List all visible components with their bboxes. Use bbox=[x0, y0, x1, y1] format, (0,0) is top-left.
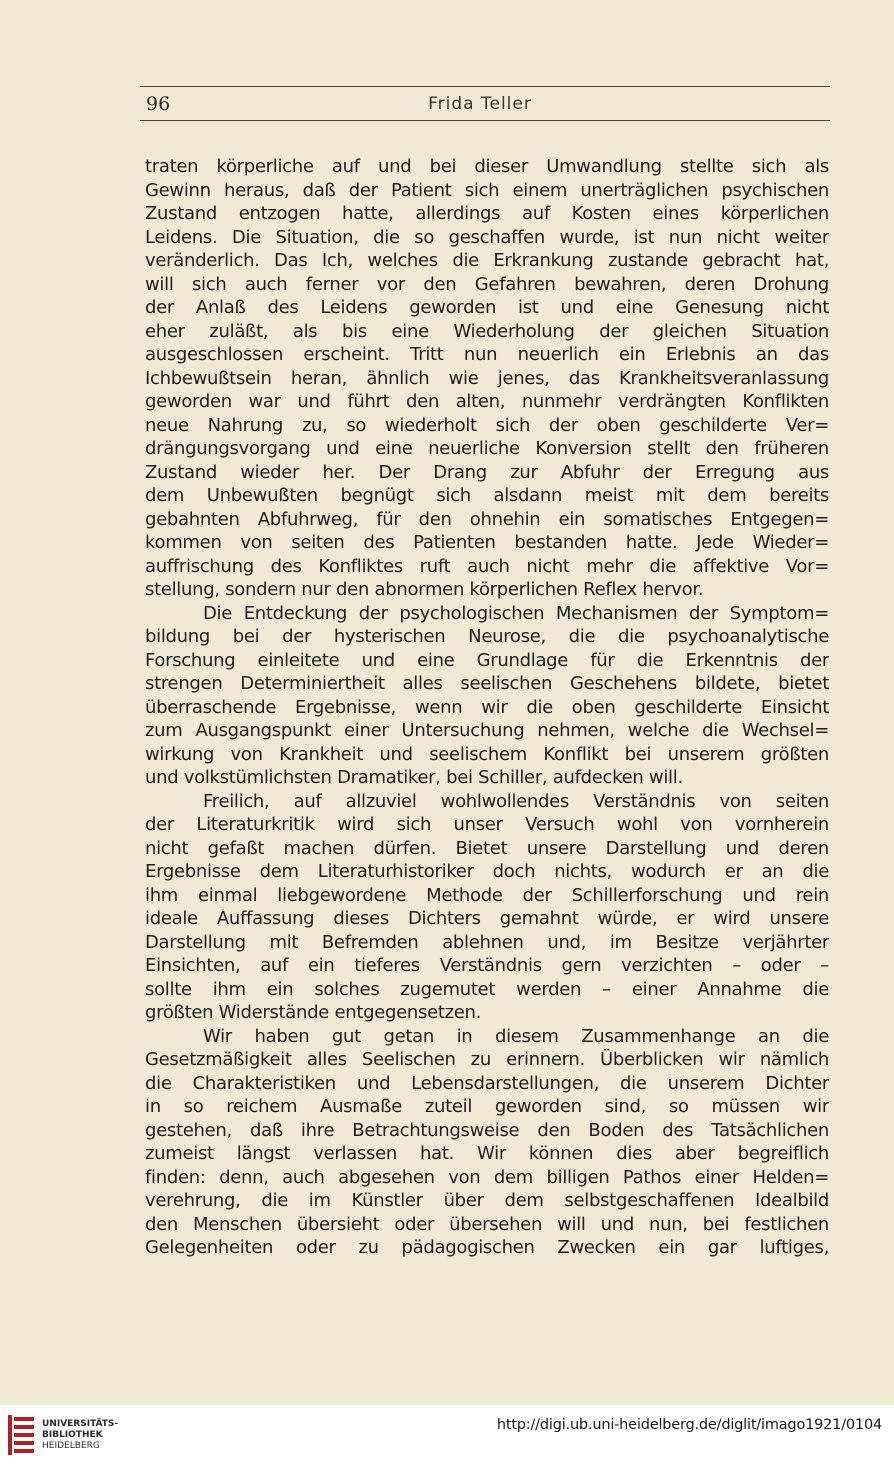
text-line: zumeist längst verlassen hat. Wir können dies aber begreiflich bbox=[145, 1143, 829, 1164]
text-line: und volkstümlichsten Dramatiker, bei Schiller, aufdecken will. bbox=[145, 767, 683, 788]
text-line: dem Unbewußten begnügt sich alsdann meist mit dem bereits bbox=[145, 485, 829, 506]
text-line: drängungsvorgang und eine neuerliche Konversion stellt den früheren bbox=[145, 438, 829, 459]
page-number: 96 bbox=[146, 93, 171, 115]
text-line: überraschende Ergebnisse, wenn wir die oben geschilderte Einsicht bbox=[145, 696, 829, 718]
text-line: veränderlich. Das Ich, welches die Erkrankung zustande gebracht hat, bbox=[145, 250, 829, 271]
text-line: größten Widerstände entgegensetzen. bbox=[145, 1002, 482, 1023]
text-line: der Anlaß des Leidens geworden ist und eine Genesung nicht bbox=[145, 297, 829, 318]
text-line: finden: denn, auch abgesehen von dem billigen Pathos einer Helden= bbox=[145, 1166, 829, 1188]
library-name-line: HEIDELBERG bbox=[42, 1441, 100, 1451]
text-line: in so reichem Ausmaße zuteil geworden sind, so müssen wir bbox=[145, 1096, 829, 1117]
running-head: Frida Teller bbox=[428, 94, 532, 114]
text-line: nicht gefaßt machen dürfen. Bietet unsere Darstellung und deren bbox=[145, 837, 829, 859]
text-line: Forschung einleitete und eine Grundlage für die Erkenntnis der bbox=[145, 649, 829, 671]
text-line: gebahnten Abfuhrweg, für den ohnehin ein somatisches Entgegen= bbox=[145, 508, 829, 530]
viewer-footer bbox=[0, 1405, 894, 1469]
text-line: Ergebnisse dem Literaturhistoriker doch nichts, wodurch er an die bbox=[145, 861, 829, 882]
text-line: Gewinn heraus, daß der Patient sich einem unerträglichen psychischen bbox=[145, 179, 829, 201]
text-line: zum Ausgangspunkt einer Untersuchung nehmen, welche die Wechsel= bbox=[145, 720, 829, 741]
text-line: Darstellung mit Befremden ablehnen und, im Besitze verjährter bbox=[145, 931, 829, 953]
text-line: traten körperliche auf und bei dieser Umwandlung stellte sich als bbox=[145, 156, 829, 177]
text-line: die Charakteristiken und Lebensdarstellungen, die unserem Dichter bbox=[145, 1072, 829, 1094]
text-line: eher zuläßt, als bis eine Wiederholung der gleichen Situation bbox=[145, 320, 829, 342]
text-line: ausgeschlossen erscheint. Tritt nun neuerlich ein Erlebnis an das bbox=[145, 344, 829, 365]
library-logo-icon bbox=[8, 1415, 42, 1455]
permalink-url[interactable]: http://digi.ub.uni-heidelberg.de/diglit/imago1921/0104 bbox=[496, 1417, 882, 1433]
text-line: wirkung von Krankheit und seelischem Konflikt bei unserem größten bbox=[145, 743, 829, 765]
text-line: gestehen, daß ihre Betrachtungsweise den Boden des Tatsächlichen bbox=[145, 1119, 829, 1141]
header-rule-bottom bbox=[140, 120, 830, 121]
text-line: auffrischung des Konfliktes ruft auch nicht mehr die affektive Vor= bbox=[145, 555, 829, 577]
text-line: der Literaturkritik wird sich unser Versuch wohl von vornherein bbox=[145, 814, 829, 835]
text-line: verehrung, die im Künstler über dem selbstgeschaffenen Idealbild bbox=[145, 1190, 829, 1211]
text-line: stellung, sondern nur den abnormen körperlichen Reflex hervor. bbox=[145, 579, 704, 600]
text-line: Gesetzmäßigkeit alles Seelischen zu erinnern. Überblicken wir nämlich bbox=[145, 1049, 829, 1070]
text-line: kommen von seiten des Patienten bestanden hatte. Jede Wieder= bbox=[145, 532, 829, 553]
text-line: Leidens. Die Situation, die so geschaffen wurde, ist nun nicht weiter bbox=[145, 226, 829, 248]
body-text bbox=[145, 155, 829, 1260]
text-line: den Menschen übersieht oder übersehen will und nun, bei festlichen bbox=[145, 1213, 829, 1235]
text-line: Die Entdeckung der psychologischen Mechanismen der Symptom= bbox=[203, 602, 829, 624]
library-name-line: UNIVERSITÄTS- bbox=[42, 1419, 119, 1429]
text-line: ideale Auffassung dieses Dichters gemahnt würde, er wird unsere bbox=[145, 908, 829, 929]
text-line: Ichbewußtsein heran, ähnlich wie jenes, das Krankheitsveranlassung bbox=[145, 367, 829, 389]
text-line: Wir haben gut getan in diesem Zusammenhange an die bbox=[203, 1025, 829, 1047]
text-line: neue Nahrung zu, so wiederholt sich der oben geschilderte Ver= bbox=[145, 414, 829, 436]
header-rule-top bbox=[140, 86, 830, 87]
text-line: will sich auch ferner vor den Gefahren bewahren, deren Drohung bbox=[145, 273, 829, 295]
text-line: ihm einmal liebgewordene Methode der Schillerforschung und rein bbox=[145, 884, 829, 906]
text-line: Einsichten, auf ein tieferes Verständnis gern verzichten – oder – bbox=[145, 955, 829, 976]
text-line: strengen Determiniertheit alles seelischen Geschehens bildete, bietet bbox=[145, 673, 829, 694]
library-name-line: BIBLIOTHEK bbox=[42, 1430, 103, 1440]
text-line: Gelegenheiten oder zu pädagogischen Zwecken ein gar luftiges, bbox=[145, 1237, 829, 1258]
text-line: Zustand wieder her. Der Drang zur Abfuhr der Erregung aus bbox=[145, 461, 829, 483]
text-line: bildung bei der hysterischen Neurose, die die psychoanalytische bbox=[145, 626, 829, 647]
text-line: sollte ihm ein solches zugemutet werden – einer Annahme die bbox=[145, 978, 829, 1000]
text-line: Zustand entzogen hatte, allerdings auf Kosten eines körperlichen bbox=[145, 203, 829, 224]
text-line: Freilich, auf allzuviel wohlwollendes Verständnis von seiten bbox=[203, 790, 829, 812]
text-line: geworden war und führt den alten, nunmehr verdrängten Konflikten bbox=[145, 391, 829, 412]
library-name bbox=[42, 1419, 118, 1452]
